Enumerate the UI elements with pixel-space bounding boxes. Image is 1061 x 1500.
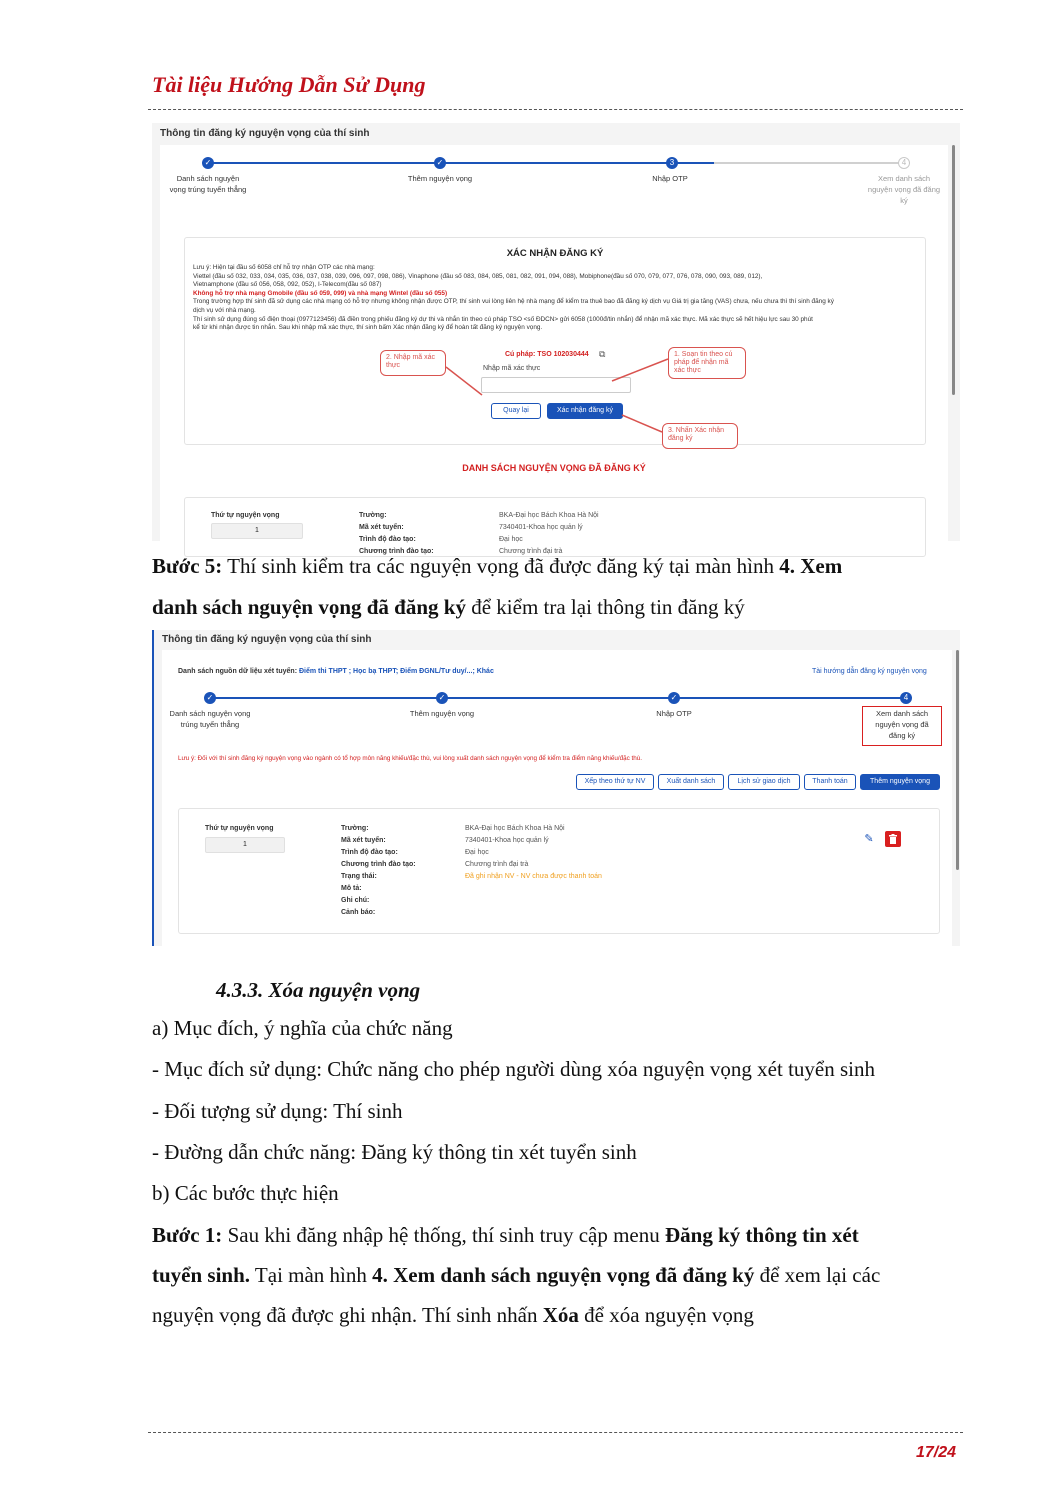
note-line: kể từ khi nhận được tin nhắn. Sau khi nhập mã xác thực, thí sinh bấm Xác nhận đăng ký để hoàn tất đăng ký nguyện vọng. [193, 324, 543, 332]
field-label: Mã xét tuyển: [359, 524, 404, 531]
step-1-check: ✓ [202, 157, 214, 169]
step-3-label[interactable]: Nhập OTP [656, 709, 692, 718]
note-line: Viettel (đầu số 032, 033, 034, 035, 036, 037, 038, 039, 096, 097, 098, 086), Vinaphone (đầu số 083, 084, 085, 081, 082, 091, 094, 088), Mobiphone(đầu số 070, 079, 077, 076, 078, 090, 093, 089, 012), [193, 272, 763, 280]
confirm-title: XÁC NHẬN ĐĂNG KÝ [506, 248, 604, 259]
field-label: Trạng thái: [341, 873, 377, 880]
callout-2: 2. Nhập mã xác thực [380, 350, 446, 376]
field-value: Chương trình đại trà [499, 548, 563, 555]
scrollbar[interactable] [952, 145, 955, 395]
note-line: Lưu ý: Hiện tại đầu số 6058 chỉ hỗ trợ nhận OTP các nhà mạng: [193, 264, 375, 271]
step-1-label[interactable]: Danh sách nguyện vọng trúng tuyển thẳng [169, 174, 247, 194]
field-label: Cảnh báo: [341, 909, 376, 916]
step-3-number: 3 [666, 157, 678, 169]
step1-line-3: nguyện vọng đã được ghi nhận. Thí sinh nhấn Xóa để xóa nguyện vọng [152, 1303, 754, 1327]
note-warning: Không hỗ trợ nhà mạng Gmobile (đầu số 059, 099) và nhà mạng Wintel (đầu số 055) [193, 289, 448, 297]
step5-line-1: Bước 5: Thí sinh kiểm tra các nguyện vọng đã được đăng ký tại màn hình 4. Xem [152, 554, 843, 578]
step1-line-2: tuyển sinh. Tại màn hình 4. Xem danh sách nguyện vọng đã đăng ký để xem lại các [152, 1263, 881, 1287]
callout-3: 3. Nhấn Xác nhận đăng ký [662, 423, 738, 449]
otp-label: Nhập mã xác thực [483, 365, 541, 372]
text-line: a) Mục đích, ý nghĩa của chức năng [152, 1016, 453, 1040]
field-label: Trình độ đào tạo: [341, 849, 398, 856]
add-wish-button[interactable]: Thêm nguyện vọng [860, 774, 940, 790]
section-title: Thông tin đăng ký nguyện vọng của thí sinh [162, 634, 372, 645]
back-button[interactable]: Quay lại [491, 403, 541, 419]
text-line: - Mục đích sử dụng: Chức năng cho phép người dùng xóa nguyện vọng xét tuyển sinh [152, 1057, 875, 1081]
order-label: Thứ tự nguyện vọng [211, 512, 280, 519]
payment-button[interactable]: Thanh toán [804, 774, 856, 790]
field-value: 7340401-Khoa học quản lý [499, 524, 583, 531]
warning-note: Lưu ý: Đối với thí sinh đăng ký nguyện vọng vào ngành có tổ hợp môn năng khiếu/đặc thù, vui lòng xuất danh sách nguyện vọng để kiểm tra điểm năng khiếu/đặc thù. [178, 755, 643, 762]
delete-icon[interactable] [885, 831, 901, 847]
screenshot-registered-list [152, 630, 960, 946]
step-4-label[interactable]: Xem danh sách nguyện vọng đã đăng ký [875, 709, 929, 740]
registration-card [184, 497, 926, 557]
step-1-check: ✓ [204, 692, 216, 704]
step-4-number: 4 [898, 157, 910, 169]
step-2-check: ✓ [434, 157, 446, 169]
field-label: Chương trình đào tạo: [359, 548, 434, 555]
step-3-check: ✓ [668, 692, 680, 704]
history-button[interactable]: Lịch sử giao dịch [728, 774, 800, 790]
step-2-check: ✓ [436, 692, 448, 704]
registration-card [178, 808, 940, 934]
header-divider [148, 109, 963, 110]
document-header-title: Tài liệu Hướng Dẫn Sử Dụng [152, 72, 426, 97]
field-label: Mô tả: [341, 885, 362, 892]
footer-divider [148, 1432, 963, 1433]
confirm-button[interactable]: Xác nhận đăng ký [547, 403, 623, 419]
list-panel [162, 650, 952, 946]
field-value: BKA-Đại học Bách Khoa Hà Nội [465, 825, 565, 832]
registered-list-title: DANH SÁCH NGUYỆN VỌNG ĐÃ ĐĂNG KÝ [462, 463, 646, 473]
data-sources: Danh sách nguồn dữ liệu xét tuyển: Điểm thi THPT ; Học bạ THPT; Điểm ĐGNL/Tư duy/...; Khác [178, 668, 494, 675]
field-label: Mã xét tuyển: [341, 837, 386, 844]
note-line: dịch vụ với nhà mạng. [193, 306, 256, 314]
sms-syntax: Cú pháp: TSO 102030444 [505, 351, 589, 358]
order-value: 1 [205, 837, 285, 853]
screenshot-otp [152, 123, 960, 555]
field-value: Đại học [465, 849, 489, 856]
status-value: Đã ghi nhận NV - NV chưa được thanh toán [465, 873, 602, 880]
step-1-label[interactable]: Danh sách nguyện vọng trúng tuyển thẳng [169, 709, 251, 729]
field-value: Chương trình đại trà [465, 861, 529, 868]
export-button[interactable]: Xuất danh sách [658, 774, 724, 790]
section-title: Thông tin đăng ký nguyện vọng của thí sinh [160, 128, 370, 139]
field-value: 7340401-Khoa học quản lý [465, 837, 549, 844]
field-label: Trường: [341, 825, 369, 832]
step-4-label[interactable]: Xem danh sách nguyện vọng đã đăng ký [867, 174, 941, 205]
step1-line-1: Bước 1: Sau khi đăng nhập hệ thống, thí sinh truy cập menu Đăng ký thông tin xét [152, 1223, 859, 1247]
sort-button[interactable]: Xếp theo thứ tự NV [576, 774, 654, 790]
field-label: Trình độ đào tạo: [359, 536, 416, 543]
section-heading: 4.3.3. Xóa nguyện vọng [216, 978, 421, 1002]
data-sources-links[interactable]: Điểm thi THPT ; Học bạ THPT; Điểm ĐGNL/Tư duy/...; Khác [298, 668, 494, 675]
note-line: Thí sinh sử dụng đúng số điện thoại (0977123456) đã điền trong phiếu đăng ký dự thi và nhắn tin theo cú pháp TSO <số ĐDCN> gửi 6058 (1000đ/tin nhắn) để nhận mã xác thực. Mã xác thực sẽ hết hiệu lực sau 30 phút [193, 315, 813, 323]
step5-line-2: danh sách nguyện vọng đã đăng ký để kiểm tra lại thông tin đăng ký [152, 595, 745, 619]
step-2-label[interactable]: Thêm nguyện vọng [409, 709, 475, 718]
note-line: Vietnamphone (đầu số 056, 058, 092, 052), I-Telecom(đầu số 087) [193, 281, 382, 289]
guide-link[interactable]: Tài hướng dẫn đăng ký nguyện vọng [812, 668, 927, 675]
field-value: Đại học [499, 536, 523, 543]
callout-arrows [160, 145, 948, 541]
field-label: Ghi chú: [341, 897, 370, 904]
scrollbar[interactable] [956, 650, 959, 870]
text-line: - Đường dẫn chức năng: Đăng ký thông tin xét tuyển sinh [152, 1140, 637, 1164]
step-4-number: 4 [900, 692, 912, 704]
page-number: 17/24 [915, 1444, 956, 1461]
field-label: Chương trình đào tạo: [341, 861, 416, 868]
step-2-label[interactable]: Thêm nguyện vọng [407, 174, 473, 183]
order-value: 1 [211, 523, 303, 539]
step-3-label[interactable]: Nhập OTP [652, 174, 688, 183]
otp-panel [160, 145, 948, 555]
order-label: Thứ tự nguyện vọng [205, 825, 274, 832]
copy-icon[interactable]: ⧉ [599, 349, 606, 359]
field-value: BKA-Đại học Bách Khoa Hà Nội [499, 512, 599, 519]
edit-icon[interactable]: ✎ [864, 833, 874, 845]
callout-1: 1. Soạn tin theo cú pháp để nhận mã xác thực [668, 347, 746, 379]
field-label: Trường: [359, 512, 387, 519]
text-line: - Đối tượng sử dụng: Thí sinh [152, 1099, 403, 1123]
text-line: b) Các bước thực hiện [152, 1181, 339, 1205]
note-line: Trong trường hợp thí sinh đã sử dụng các nhà mạng có hỗ trợ nhưng không nhận được OTP, thí sinh vui lòng liên hệ nhà mạng để kiểm tra thuê bao đã đăng ký dịch vụ Giá trị gia tăng (VAS) chưa, nếu chưa thì thí sinh đăng ký [193, 298, 834, 306]
